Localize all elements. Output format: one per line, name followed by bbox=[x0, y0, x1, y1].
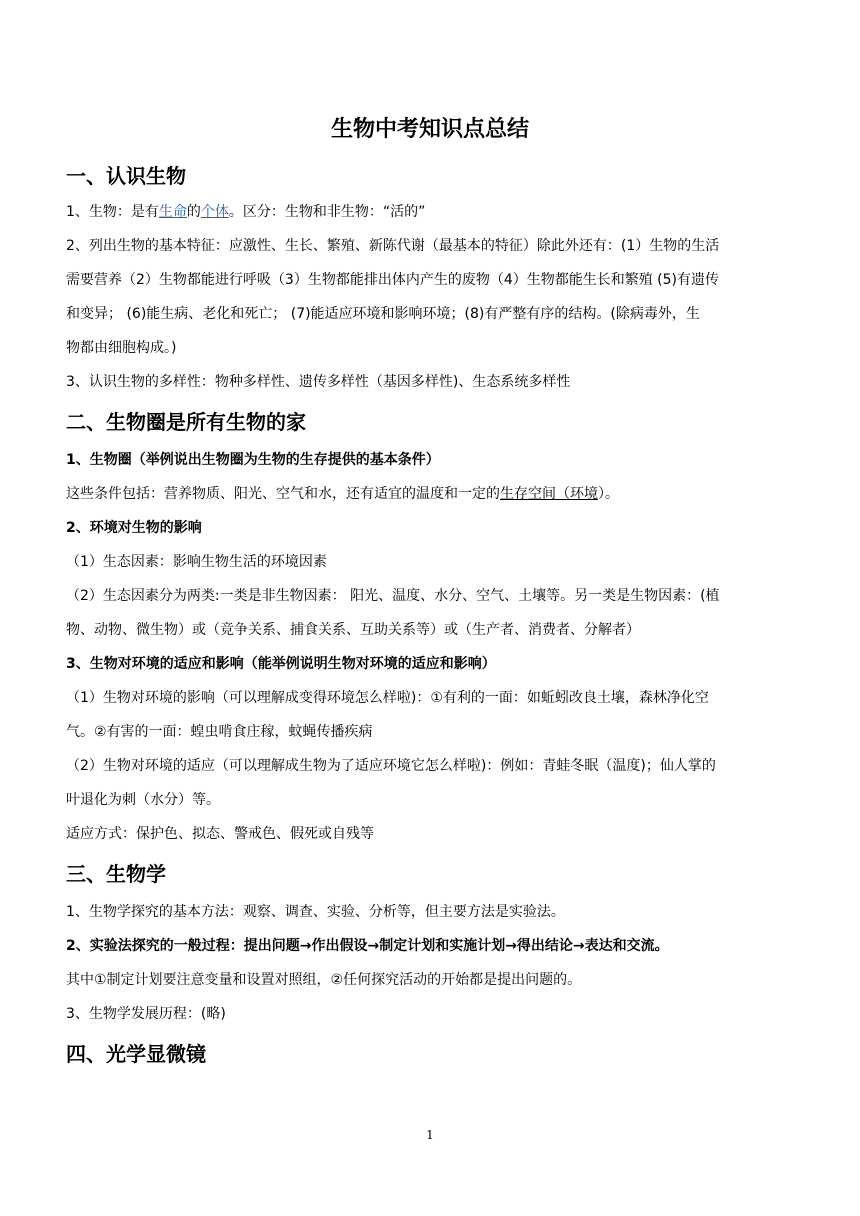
paragraph-3-2: 2、实验法探究的一般过程：提出问题→作出假设→制定计划和实施计划→得出结论→表达和交流。 bbox=[66, 938, 669, 954]
paragraph-1-2-line-2: 需要营养（2）生物都能进行呼吸（3）生物都能排出体内产生的废物（4）生物都能生长和繁殖 (5)有遗传 bbox=[66, 272, 720, 288]
paragraph-2-1: 1、生物圈（举例说出生物圈为生物的生存提供的基本条件） bbox=[66, 452, 440, 468]
paragraph-3-1: 1、生物学探究的基本方法：观察、调查、实验、分析等，但主要方法是实验法。 bbox=[66, 904, 565, 920]
document-title: 生物中考知识点总结 bbox=[330, 117, 529, 142]
text-segment: 。区分：生物和非生物：“活的” bbox=[228, 204, 426, 220]
paragraph-1-1 bbox=[66, 195, 774, 229]
paragraph-2-9: 适应方式：保护色、拟态、警戒色、假死或自残等 bbox=[66, 826, 374, 842]
text-segment: ）。 bbox=[598, 486, 619, 502]
section-heading-3: 三、生物学 bbox=[66, 862, 166, 886]
page-number: 1 bbox=[426, 1128, 434, 1142]
paragraph-2-7-line-2: 气。②有害的一面：蝗虫啃食庄稼，蚊蝇传播疾病 bbox=[66, 724, 373, 740]
paragraph-3-4: 3、生物学发展历程：(略) bbox=[66, 1006, 226, 1022]
paragraph-2-6: 3、生物对环境的适应和影响（能举例说明生物对环境的适应和影响） bbox=[66, 656, 496, 672]
link-shengming[interactable]: 生命 bbox=[158, 204, 187, 220]
text-segment: 的 bbox=[186, 204, 201, 220]
text-segment: 1、生物：是有 bbox=[66, 204, 159, 220]
paragraph-2-8-line-2: 叶退化为刺（水分）等。 bbox=[66, 792, 220, 808]
paragraph-2-3: 2、环境对生物的影响 bbox=[66, 520, 202, 536]
paragraph-2-8-line-1: （2）生物对环境的适应（可以理解成生物为了适应环境它怎么样啦)：例如：青蛙冬眠（温度)；仙人掌的 bbox=[66, 758, 716, 774]
section-heading-2: 二、生物圈是所有生物的家 bbox=[66, 410, 306, 434]
underlined-text: 生存空间（环境 bbox=[500, 486, 598, 502]
paragraph-2-5-line-2: 物、动物、微生物）或（竞争关系、捕食关系、互助关系等）或（生产者、消费者、分解者） bbox=[66, 622, 640, 638]
paragraph-2-7-line-1: （1）生物对环境的影响（可以理解成变得环境怎么样啦)：①有利的一面：如蚯蚓改良土壤，森林净化空 bbox=[66, 690, 709, 706]
paragraph-1-2-line-1: 2、列出生物的基本特征：应激性、生长、繁殖、新陈代谢（最基本的特征）除此外还有：(1）生物的生活 bbox=[66, 238, 720, 254]
text-segment: 这些条件包括：营养物质、阳光、空气和水，还有适宜的温度和一定的 bbox=[66, 486, 500, 502]
paragraph-1-2-line-4: 物都由细胞构成。) bbox=[66, 340, 177, 356]
paragraph-2-5-line-1: （2）生态因素分为两类:一类是非生物因素： 阳光、温度、水分、空气、土壤等。另一类是生物因素：(植 bbox=[66, 588, 720, 604]
section-heading-4: 四、光学显微镜 bbox=[66, 1042, 206, 1066]
paragraph-2-2 bbox=[66, 477, 774, 511]
paragraph-1-2-line-3: 和变异； (6)能生病、老化和死亡； (7)能适应环境和影响环境；(8)有严整有序的结构。(除病毒外，生 bbox=[66, 306, 700, 322]
link-geti[interactable]: 个体 bbox=[200, 204, 229, 220]
paragraph-2-4: （1）生态因素：影响生物生活的环境因素 bbox=[66, 554, 327, 570]
paragraph-1-3: 3、认识生物的多样性：物种多样性、遗传多样性（基因多样性)、生态系统多样性 bbox=[66, 374, 571, 390]
paragraph-3-3: 其中①制定计划要注意变量和设置对照组，②任何探究活动的开始都是提出问题的。 bbox=[66, 972, 582, 988]
section-heading-1: 一、认识生物 bbox=[66, 164, 186, 188]
